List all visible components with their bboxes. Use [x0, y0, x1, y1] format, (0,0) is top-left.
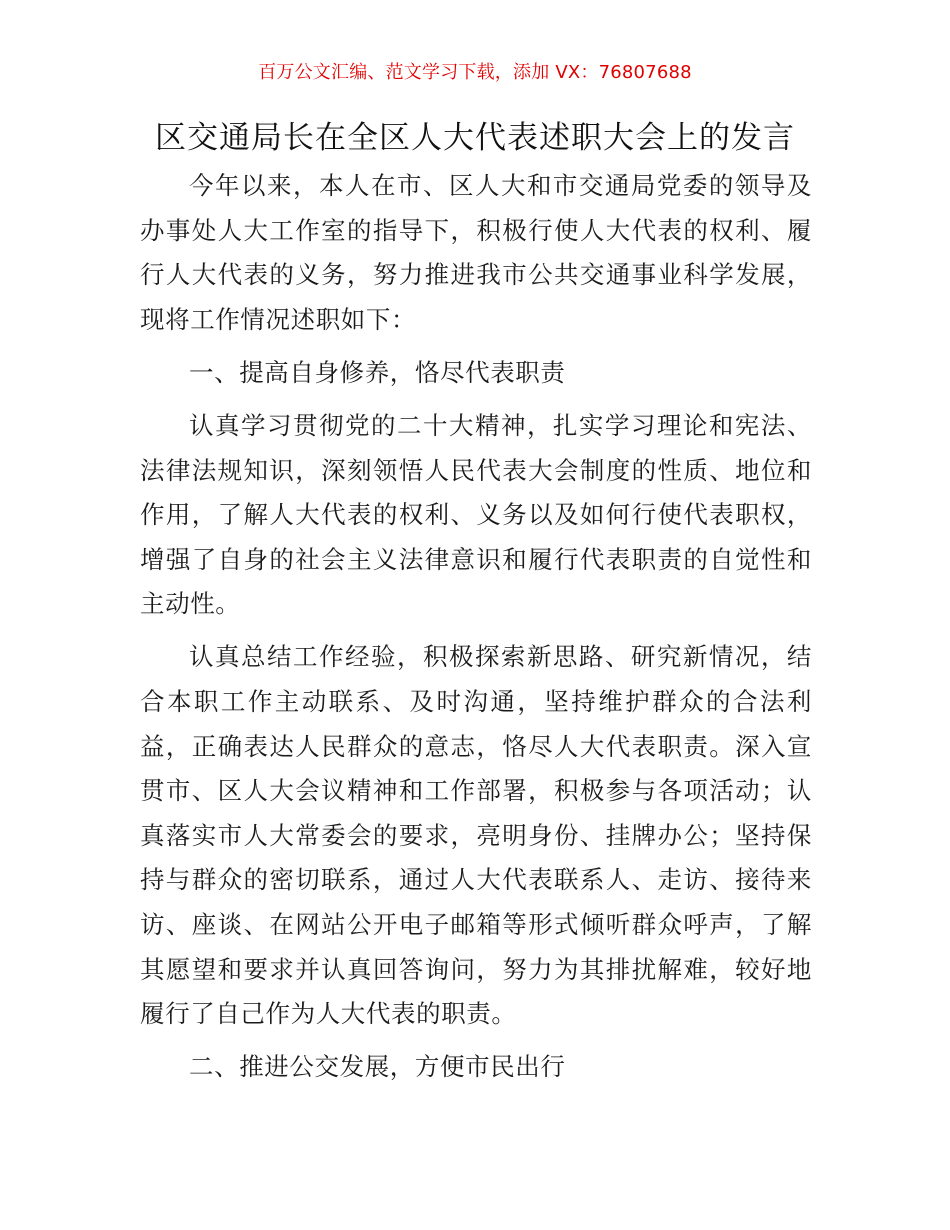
paragraph-study: 认真学习贯彻党的二十大精神，扎实学习理论和宪法、法律法规知识，深刻领悟人民代表大会制度的性质、地位和作用，了解人大代表的权利、义务以及如何行使代表职权，增强了自身的社会主义法律意识和履行代表职责的自觉性和主动性。 — [140, 410, 812, 619]
section-heading-1: 一、提高自身修养，恪尽代表职责 — [189, 357, 566, 387]
watermark-banner: 百万公文汇编、范文学习下载，添加 VX：76807688 — [258, 62, 692, 83]
paragraph-duties: 认真总结工作经验，积极探索新思路、研究新情况，结合本职工作主动联系、及时沟通，坚持维护群众的合法利益，正确表达人民群众的意志，恪尽人大代表职责。深入宣贯市、区人大会议精神和工作部署，积极参与各项活动；认真落实市人大常委会的要求，亮明身份、挂牌办公；坚持保持与群众的密切联系，通过人大代表联系人、走访、接待来访、座谈、在网站公开电子邮箱等形式倾听群众呼声，了解其愿望和要求并认真回答询问，努力为其排扰解难，较好地履行了自己作为人大代表的职责。 — [140, 642, 812, 1029]
document-body — [140, 164, 812, 1098]
document-title: 区交通局长在全区人大代表述职大会上的发言 — [155, 120, 795, 156]
paragraph-intro: 今年以来，本人在市、区人大和市交通局党委的领导及办事处人大工作室的指导下，积极行使人大代表的权利、履行人大代表的义务，努力推进我市公共交通事业科学发展，现将工作情况述职如下： — [140, 171, 812, 334]
section-heading-2: 二、推进公交发展，方便市民出行 — [189, 1052, 566, 1082]
